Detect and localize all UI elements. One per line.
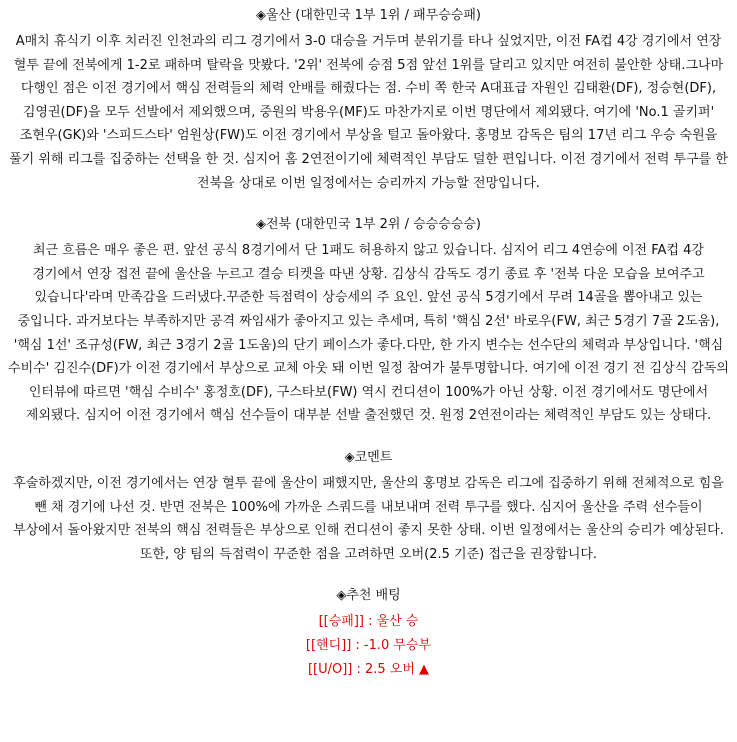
jeonbuk-section [8, 215, 729, 428]
jeonbuk-heading: ◈전북 (대한민국 1부 2위 / 승승승승승) [256, 217, 481, 233]
recommend-heading: ◈추천 배팅 [336, 588, 401, 604]
bet-win-loss-value: : 울산 승 [363, 614, 419, 630]
bet-over-under-label: [[U/O]] [307, 662, 353, 678]
bet-win-loss [8, 610, 729, 634]
bet-win-loss-label: [[승패]] [318, 614, 364, 630]
bet-handicap [8, 634, 729, 658]
bet-handicap-value: : -1.0 무승부 [351, 638, 432, 654]
bet-over-under-value: : 2.5 오버 ▲ [352, 662, 430, 678]
comment-section [8, 448, 729, 566]
ulsan-section [8, 6, 729, 195]
bet-over-under [8, 658, 729, 682]
comment-body: 후술하겠지만, 이전 경기에서는 연장 혈투 끝에 울산이 패했지만, 울산의 홍명보 감독은 리그에 집중하기 위해 전체적으로 힘을 뺀 채 경기에 나선 것. 반면 전북은 100%에 가까운 스쿼드를 내보내며 전력 투구를 했다. 심지어 울산을 주력 선수들이 부상에서 돌아왔지만 전북의 핵심 전력들은 부상으로 인해 컨디션이 좋지 못한 상태. 이번 일정에서는 울산의 승리가 예상된다. 또한, 양 팀의 득점력이 꾸준한 점을 고려하면 오버(2.5 기준) 접근을 권장합니다. [13, 475, 724, 562]
ulsan-heading: ◈울산 (대한민국 1부 1위 / 패무승승패) [256, 8, 481, 23]
ulsan-body: A매치 휴식기 이후 치러진 인천과의 리그 경기에서 3-0 대승을 거두며 분위기를 타나 싶었지만, 이전 FA컵 4강 경기에서 연장 혈투 끝에 전북에게 1-2로 패하며 탈락을 맛봤다. '2위' 전북에 승점 5점 앞선 1위를 달리고 있지만 여전히 불안한 상태.그나마 다행인 점은 이전 경기에서 핵심 전력들의 체력 안배를 해줬다는 점. 수비 쪽 한국 A대표급 자원인 김태환(DF), 정승현(DF), 김영권(DF)을 모두 선발에서 제외했으며, 중원의 박용우(MF)도 마찬가지로 이번 명단에서 제외됐다. 여기에 'No.1 골키퍼' 조현우(GK)와 '스피드스타' 엄원상(FW)도 이전 경기에서 부상을 털고 돌아왔다. 홍명보 감독은 팀의 17년 리그 우승 숙원을 풀기 위해 리그를 집중하는 선택을 한 것. 심지어 홈 2연전이기에 체력적인 부담도 덜한 편입니다. 이전 경기에서 전력 투구를 한 전북을 상대로 이번 일정에서는 승리까지 가능할 전망입니다. [9, 34, 728, 191]
jeonbuk-body: 최근 흐름은 매우 좋은 편. 앞선 공식 8경기에서 단 1패도 허용하지 않고 있습니다. 심지어 리그 4연승에 이전 FA컵 4강 경기에서 연장 접전 끝에 울산을 누르고 결승 티켓을 따낸 상황. 김상식 감독도 경기 종료 후 '전북 다운 모습을 보여주고 있습니다'라며 만족감을 드러냈다.꾸준한 득점력이 상승세의 주 요인. 앞선 공식 5경기에서 무려 14골을 뽑아내고 있는 중입니다. 과거보다는 부족하지만 공격 짜임새가 좋아지고 있는 추세며, 특히 '핵심 2선' 바로우(FW, 최근 5경기 7골 2도움), '핵심 1선' 조규성(FW, 최근 3경기 2골 1도움)의 단기 페이스가 좋다.다만, 한 가지 변수는 선수단의 체력과 부상입니다. '핵심 수비수' 김진수(DF)가 이전 경기에서 부상으로 교체 아웃 돼 이번 일정 참여가 불투명합니다. 여기에 이전 경기 전 김상식 감독의 인터뷰에 따르면 '핵심 수비수' 홍정호(DF), 구스타보(FW) 역시 컨디션이 100%가 아닌 상황. 이전 경기에서도 명단에서 제외됐다. 심지어 이전 경기에서 핵심 선수들이 대부분 선발 출전했던 것. 원정 2연전이라는 체력적인 부담도 있는 상태다. [8, 243, 729, 424]
comment-heading: ◈코멘트 [344, 449, 393, 465]
recommend-section [8, 586, 729, 682]
bet-handicap-label: [[핸디]] [305, 638, 352, 654]
